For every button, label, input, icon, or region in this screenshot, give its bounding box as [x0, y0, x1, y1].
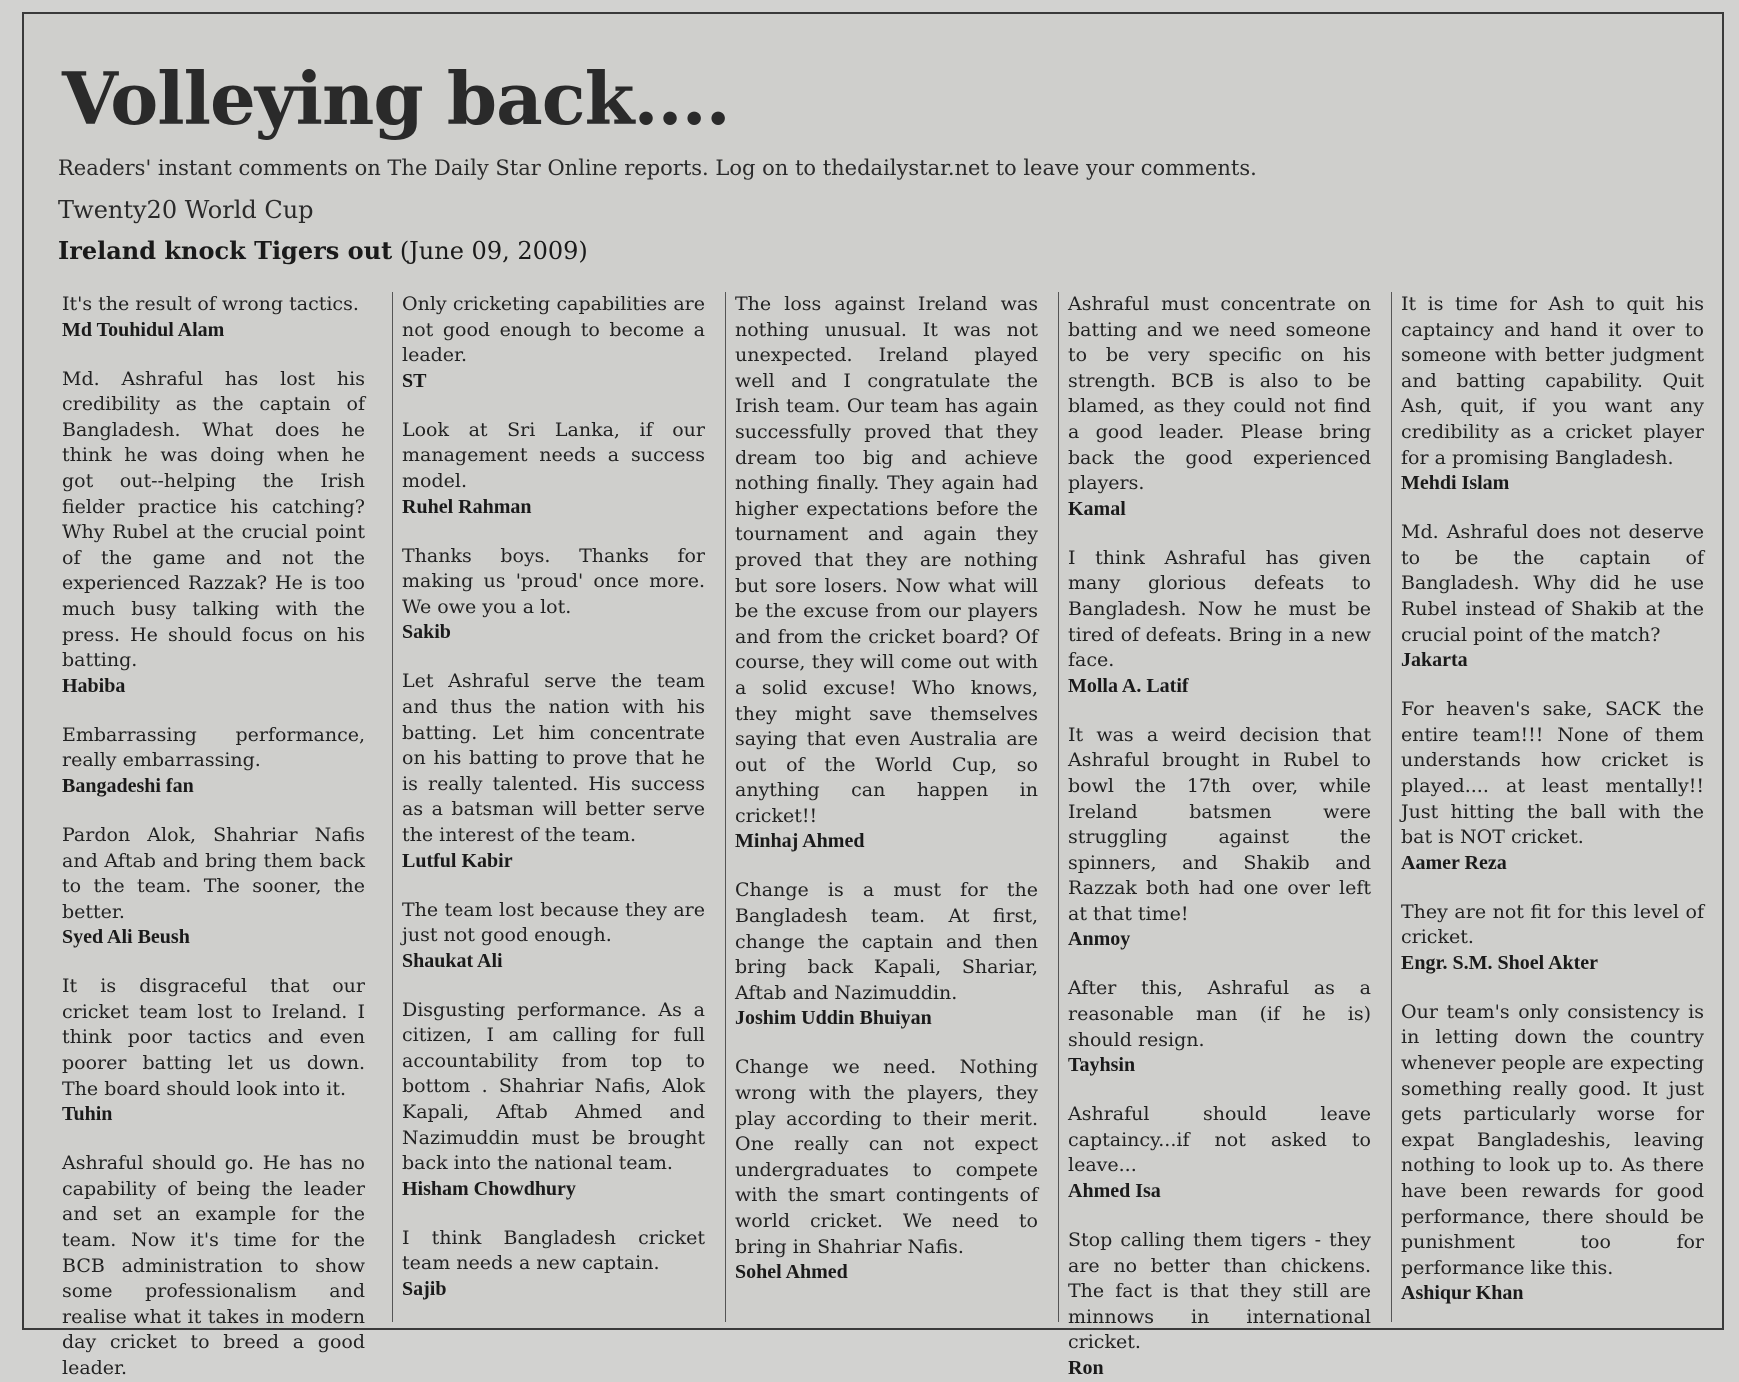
- comment-text: Md. Ashraful has lost his credibility as the captain of Bangladesh. What does he think he was doing when he got out--helping the Irish fielder practice his catching? Why Rubel at the crucial point of the game and not the experienced Razzak? He is too much busy talking with the press. He should focus on his batting.: [62, 367, 365, 672]
- story-date: (June 09, 2009): [399, 237, 588, 265]
- comment-text: Disgusting performance. As a citizen, I am calling for full accountability from top to bottom . Shahriar Nafis, Alok Kapali, Aftab Ahmed and Nazimuddin must be brought back into the national team.: [402, 998, 705, 1175]
- intro-line: Readers' instant comments on The Daily Star Online reports. Log on to thedailystar.net to leave your comments.: [58, 156, 1257, 180]
- reader-comment: [402, 998, 705, 1202]
- comment-text: Md. Ashraful does not deserve to be the captain of Bangladesh. Why did he use Rubel instead of Shakib at the crucial point of the match?: [1401, 521, 1704, 646]
- comment-text: Stop calling them tigers - they are no better than chickens. The fact is that they still are minnows in international cricket.: [1068, 1229, 1371, 1354]
- comment-text: Ashraful must concentrate on batting and we need someone to be very specific on his strength. BCB is also to be blamed, as they could not find a good leader. Please bring back the good experienced players.: [1068, 293, 1371, 495]
- comment-author: Ron: [1068, 1357, 1104, 1379]
- reader-comment: [735, 1055, 1038, 1285]
- reader-comment: [62, 1151, 365, 1381]
- comment-author: Tuhin: [62, 1103, 113, 1126]
- comment-author: Tayhsin: [1068, 1054, 1136, 1077]
- comment-text: It is disgraceful that our cricket team lost to Ireland. I think poor tactics and even poorer batting let us down. The board should look into it.: [62, 975, 365, 1100]
- comment-text: I think Ashraful has given many glorious defeats to Bangladesh. Now he must be tired of defeats. Bring in a new face.: [1068, 546, 1371, 672]
- comment-column-5: [1391, 292, 1706, 1322]
- comment-text: Thanks boys. Thanks for making us 'proud' once more. We owe you a lot.: [402, 544, 705, 618]
- reader-comment: [402, 418, 705, 520]
- comment-author: Kamal: [1068, 497, 1126, 520]
- comment-text: It was a weird decision that Ashraful brought in Rubel to bowl the 17th over, while Ireland batsmen were struggling against the spinners, and Shakib and Razzak both had one over left at that time!: [1068, 723, 1371, 925]
- comment-author: Sohel Ahmed: [735, 1261, 848, 1284]
- reader-comment: [1068, 546, 1371, 699]
- reader-comment: [402, 1226, 705, 1302]
- comment-author: Habiba: [62, 674, 126, 697]
- comment-author: Minhaj Ahmed: [735, 830, 865, 853]
- newspaper-clipping: [22, 12, 1724, 1379]
- comment-author: Sajib: [402, 1278, 447, 1301]
- comment-text: Change is a must for the Bangladesh team. At first, change the captain and then bring back Kapali, Shariar, Aftab and Nazimuddin.: [735, 879, 1038, 1004]
- comment-text: Embarrassing performance, really embarrassing.: [62, 723, 365, 772]
- comment-text: Ashraful should go. He has no capability of being the leader and set an example for the team. Now it's time for the BCB administration to show some professionalism and realise what it takes in modern day cricket to breed a good leader.: [62, 1152, 365, 1379]
- reader-comment: [402, 669, 705, 873]
- comment-column-1: [58, 292, 371, 1379]
- comment-author: Mehdi Islam: [1401, 472, 1510, 495]
- comment-author: Molla A. Latif: [1068, 674, 1189, 697]
- reader-comment: [1068, 292, 1371, 522]
- reader-comment: [1068, 976, 1371, 1078]
- comment-text: It's the result of wrong tactics.: [62, 293, 359, 315]
- comment-text: Only cricketing capabilities are not good enough to become a leader.: [402, 293, 705, 367]
- comment-text: The team lost because they are just not good enough.: [402, 898, 705, 947]
- comment-text: Look at Sri Lanka, if our management needs a success model.: [402, 418, 705, 492]
- reader-comment: [1401, 1000, 1704, 1307]
- comment-author: Shaukat Ali: [402, 949, 503, 972]
- comment-text: After this, Ashraful as a reasonable man (if he is) should resign.: [1068, 977, 1371, 1051]
- reader-comment: [735, 878, 1038, 1031]
- comment-text: Ashraful should leave captaincy...if not asked to leave...: [1068, 1103, 1371, 1177]
- reader-comment: [1068, 1102, 1371, 1204]
- comment-author: Anmoy: [1068, 928, 1131, 951]
- headline: Volleying back....: [62, 56, 730, 141]
- comment-author: ST: [402, 369, 427, 392]
- story-title: Ireland knock Tigers out: [58, 236, 393, 265]
- comment-author: Syed Ali Beush: [62, 926, 190, 949]
- comment-text: It is time for Ash to quit his captaincy and hand it over to someone with better judgment and batting capability. Quit Ash, quit, if you want any credibility as a cricket player for a promising Bangladesh.: [1401, 293, 1704, 469]
- comment-text: They are not fit for this level of cricket.: [1401, 900, 1704, 949]
- comment-author: Sakib: [402, 621, 451, 644]
- reader-comment: [1401, 900, 1704, 976]
- reader-comment: [1401, 697, 1704, 876]
- reader-comment: [402, 544, 705, 646]
- comment-column-2: [392, 292, 707, 1322]
- comment-columns: [58, 292, 1728, 1379]
- comment-author: Ahmed Isa: [1068, 1180, 1161, 1203]
- comment-text: I think Bangladesh cricket team needs a new captain.: [402, 1226, 705, 1275]
- comment-author: Ashiqur Khan: [1401, 1282, 1524, 1305]
- comment-column-3: [725, 292, 1040, 1322]
- reader-comment: [62, 823, 365, 950]
- comment-author: Jakarta: [1401, 649, 1468, 672]
- reader-comment: [402, 898, 705, 974]
- reader-comment: [62, 292, 365, 343]
- reader-comment: [62, 367, 365, 699]
- comment-text: Change we need. Nothing wrong with the players, they play according to their merit. One really can not expect undergraduates to compete with the smart contingents of world cricket. We need to bring in Shahriar Nafis.: [735, 1056, 1038, 1258]
- reader-comment: [1068, 723, 1371, 953]
- comment-text: For heaven's sake, SACK the entire team!!! None of them understands how cricket is played.... at least mentally!! Just hitting the ball with the bat is NOT cricket.: [1401, 698, 1704, 849]
- comment-author: Bangadeshi fan: [62, 774, 194, 797]
- reader-comment: [62, 723, 365, 799]
- comment-author: Md Touhidul Alam: [62, 318, 225, 341]
- reader-comment: [1401, 292, 1704, 496]
- comment-author: Joshim Uddin Bhuiyan: [735, 1007, 932, 1030]
- reader-comment: [1401, 520, 1704, 673]
- section-label: Twenty20 World Cup: [58, 196, 314, 224]
- comment-author: Hisham Chowdhury: [402, 1177, 576, 1200]
- comment-column-4: [1058, 292, 1373, 1379]
- comment-author: Aamer Reza: [1401, 851, 1507, 874]
- reader-comment: [402, 292, 705, 394]
- comment-author: Lutful Kabir: [402, 849, 513, 872]
- comment-author: Ruhel Rahman: [402, 495, 532, 518]
- comment-text: Pardon Alok, Shahriar Nafis and Aftab and bring them back to the team. The sooner, the better.: [62, 823, 365, 923]
- reader-comment: [62, 974, 365, 1127]
- story-heading: [58, 236, 588, 265]
- comment-text: Our team's only consistency is in letting down the country whenever people are expecting something really good. It just gets particularly worse for expat Bangladeshis, leaving nothing to look up to. As there have been rewards for good performance, there should be punishment too for performance like this.: [1401, 1000, 1704, 1279]
- comment-author: Engr. S.M. Shoel Akter: [1401, 951, 1599, 974]
- comment-text: The loss against Ireland was nothing unusual. It was not unexpected. Ireland played well and I congratulate the Irish team. Our team has again successfully proved that they dream too big and achieve nothing finally. They again had higher expectations before the tournament and again they proved that they are nothing but sore losers. Now what will be the excuse from our players and from the cricket board? Of course, they will come out with a solid excuse! Who knows, they might save themselves saying that even Australia are out of the World Cup, so anything can happen in cricket!!: [735, 293, 1038, 827]
- comment-text: Let Ashraful serve the team and thus the nation with his batting. Let him concentrate on his batting to prove that he is really talented. His success as a batsman will better serve the interest of the team.: [402, 670, 705, 846]
- reader-comment: [735, 292, 1038, 854]
- reader-comment: [1068, 1228, 1371, 1381]
